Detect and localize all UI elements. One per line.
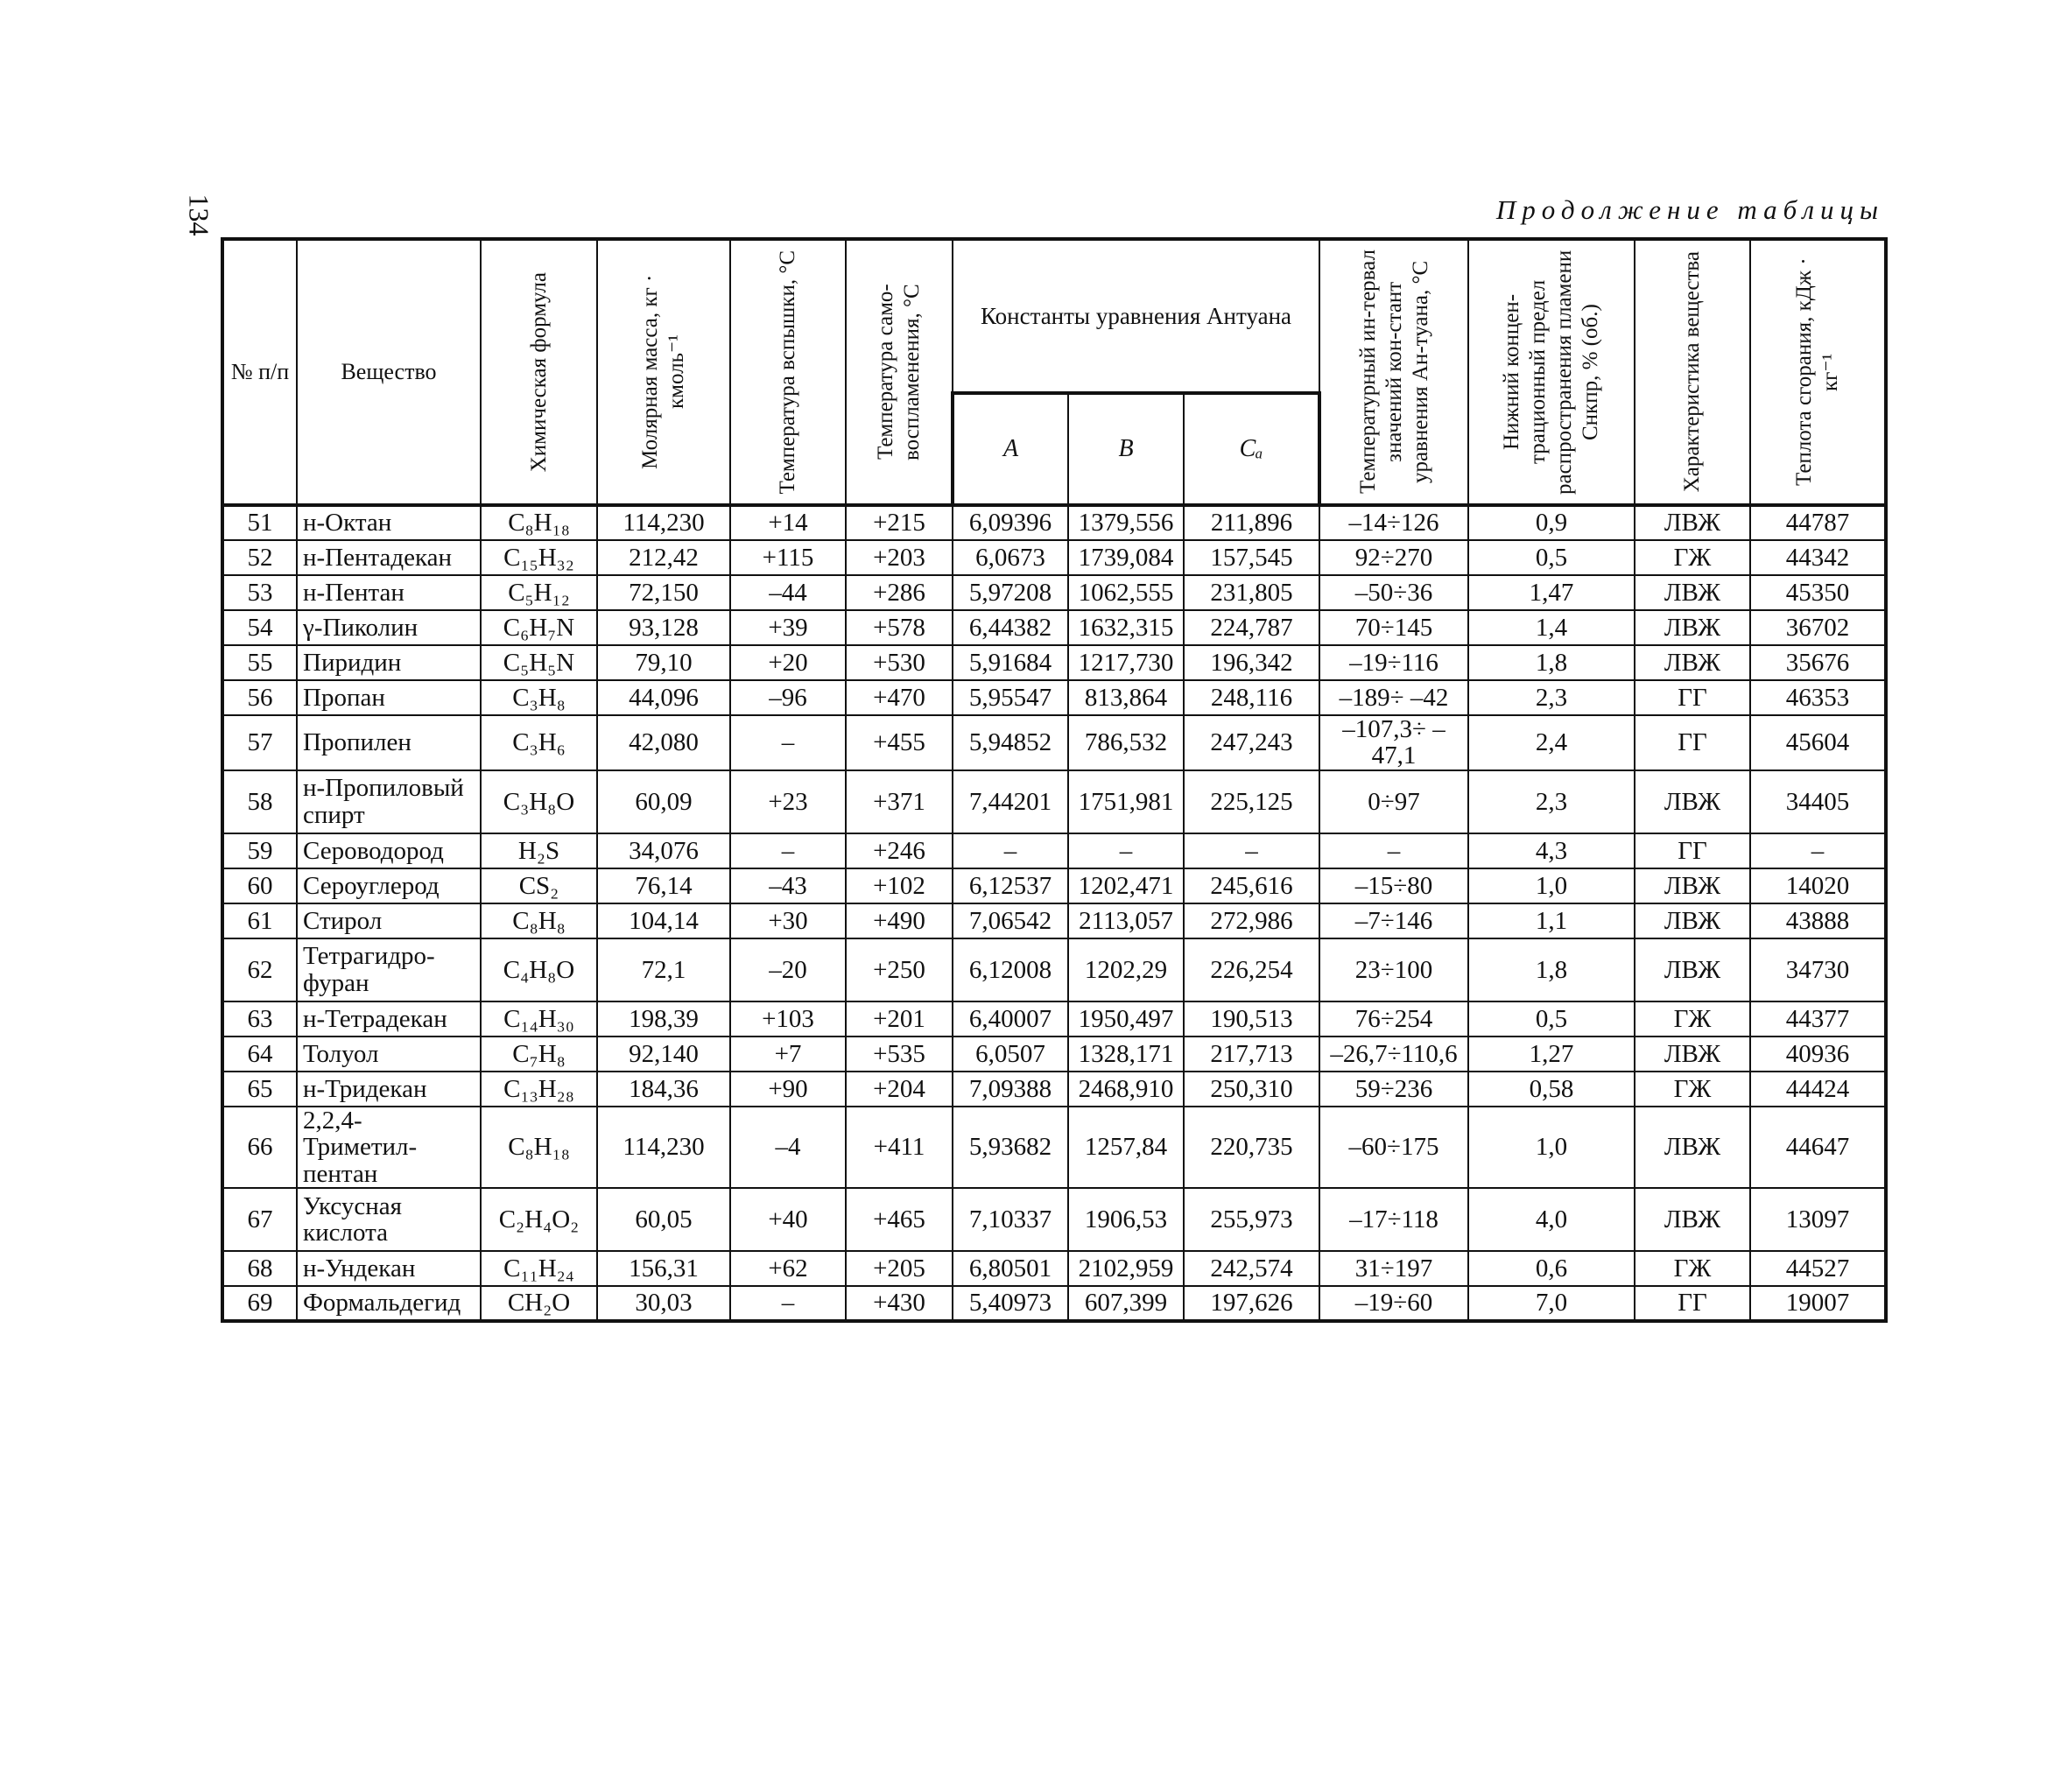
flash-temp: –43 bbox=[730, 868, 846, 903]
header-combustion-heat bbox=[1750, 239, 1886, 505]
antoine-c: 225,125 bbox=[1184, 770, 1319, 833]
combustion-heat: 13097 bbox=[1750, 1188, 1886, 1251]
chemical-formula: C₁₁H₂₄ bbox=[481, 1251, 597, 1286]
combustion-heat: 43888 bbox=[1750, 903, 1886, 938]
antoine-a: – bbox=[953, 833, 1068, 868]
flash-temp: – bbox=[730, 833, 846, 868]
table-row bbox=[222, 645, 1886, 680]
flash-temp: – bbox=[730, 715, 846, 770]
temp-interval: – bbox=[1319, 833, 1468, 868]
lower-limit: 0,9 bbox=[1468, 505, 1635, 540]
flash-temp: +14 bbox=[730, 505, 846, 540]
table-row bbox=[222, 903, 1886, 938]
antoine-a: 6,80501 bbox=[953, 1251, 1068, 1286]
antoine-c: 272,986 bbox=[1184, 903, 1319, 938]
molar-mass: 76,14 bbox=[597, 868, 730, 903]
lower-limit: 2,3 bbox=[1468, 770, 1635, 833]
row-number: 67 bbox=[222, 1188, 297, 1251]
antoine-b: 1739,084 bbox=[1068, 540, 1184, 575]
chemical-formula: C₄H₈O bbox=[481, 938, 597, 1001]
combustion-heat: 44647 bbox=[1750, 1107, 1886, 1188]
characteristic: ЛВЖ bbox=[1635, 575, 1750, 610]
header-flash-temp bbox=[730, 239, 846, 505]
page-number bbox=[184, 188, 214, 241]
antoine-c: 217,713 bbox=[1184, 1037, 1319, 1072]
combustion-heat: 34405 bbox=[1750, 770, 1886, 833]
table-row bbox=[222, 575, 1886, 610]
molar-mass: 44,096 bbox=[597, 680, 730, 715]
temp-interval: 31÷197 bbox=[1319, 1251, 1468, 1286]
substance-name: н-Тетрадекан bbox=[297, 1001, 481, 1037]
combustion-heat: 44377 bbox=[1750, 1001, 1886, 1037]
antoine-a: 7,06542 bbox=[953, 903, 1068, 938]
substance-name: Толуол bbox=[297, 1037, 481, 1072]
characteristic: ЛВЖ bbox=[1635, 1037, 1750, 1072]
substance-name: н-Октан bbox=[297, 505, 481, 540]
substance-name: Уксусная кислота bbox=[297, 1188, 481, 1251]
row-number: 65 bbox=[222, 1072, 297, 1107]
antoine-c: 248,116 bbox=[1184, 680, 1319, 715]
autoignition-temp: +530 bbox=[846, 645, 953, 680]
antoine-c: 224,787 bbox=[1184, 610, 1319, 645]
lower-limit: 1,27 bbox=[1468, 1037, 1635, 1072]
antoine-c: 245,616 bbox=[1184, 868, 1319, 903]
temp-interval: 76÷254 bbox=[1319, 1001, 1468, 1037]
molar-mass: 92,140 bbox=[597, 1037, 730, 1072]
substance-name: γ-Пиколин bbox=[297, 610, 481, 645]
row-number: 56 bbox=[222, 680, 297, 715]
autoignition-temp: +411 bbox=[846, 1107, 953, 1188]
header-flash-temp-text: Температура вспышки, °С bbox=[776, 249, 799, 495]
antoine-b: 786,532 bbox=[1068, 715, 1184, 770]
characteristic: ЛВЖ bbox=[1635, 770, 1750, 833]
flash-temp: +23 bbox=[730, 770, 846, 833]
chemical-formula: C₈H₁₈ bbox=[481, 505, 597, 540]
lower-limit: 7,0 bbox=[1468, 1286, 1635, 1321]
header-molar-mass-text: Молярная масса, кг · кмоль⁻¹ bbox=[638, 274, 688, 470]
lower-limit: 2,3 bbox=[1468, 680, 1635, 715]
antoine-c: 157,545 bbox=[1184, 540, 1319, 575]
chemical-formula: C₈H₁₈ bbox=[481, 1107, 597, 1188]
antoine-b: 2113,057 bbox=[1068, 903, 1184, 938]
molar-mass: 30,03 bbox=[597, 1286, 730, 1321]
header-substance: Вещество bbox=[297, 239, 481, 505]
antoine-c: 250,310 bbox=[1184, 1072, 1319, 1107]
characteristic: ЛВЖ bbox=[1635, 1107, 1750, 1188]
table-row bbox=[222, 1072, 1886, 1107]
substance-properties-table bbox=[221, 237, 1888, 1323]
header-lower-limit-text: Нижний концен-трационный предел распространения пламени Снкпр, % (об.) bbox=[1500, 249, 1602, 495]
autoignition-temp: +203 bbox=[846, 540, 953, 575]
table-row bbox=[222, 610, 1886, 645]
flash-temp: +20 bbox=[730, 645, 846, 680]
header-antoine-b: B bbox=[1068, 393, 1184, 505]
antoine-c: – bbox=[1184, 833, 1319, 868]
flash-temp: – bbox=[730, 1286, 846, 1321]
chemical-formula: CH₂O bbox=[481, 1286, 597, 1321]
molar-mass: 60,09 bbox=[597, 770, 730, 833]
row-number: 55 bbox=[222, 645, 297, 680]
characteristic: ГГ bbox=[1635, 1286, 1750, 1321]
table-caption: Продолжение таблицы bbox=[1495, 194, 1884, 225]
antoine-a: 6,09396 bbox=[953, 505, 1068, 540]
table-row bbox=[222, 1286, 1886, 1321]
antoine-b: 1217,730 bbox=[1068, 645, 1184, 680]
autoignition-temp: +205 bbox=[846, 1251, 953, 1286]
row-number: 69 bbox=[222, 1286, 297, 1321]
row-number: 58 bbox=[222, 770, 297, 833]
lower-limit: 1,8 bbox=[1468, 938, 1635, 1001]
antoine-a: 7,10337 bbox=[953, 1188, 1068, 1251]
flash-temp: +90 bbox=[730, 1072, 846, 1107]
autoignition-temp: +490 bbox=[846, 903, 953, 938]
table-row bbox=[222, 1037, 1886, 1072]
characteristic: ЛВЖ bbox=[1635, 645, 1750, 680]
chemical-formula: C₇H₈ bbox=[481, 1037, 597, 1072]
temp-interval: –60÷175 bbox=[1319, 1107, 1468, 1188]
substance-name: н-Тридекан bbox=[297, 1072, 481, 1107]
flash-temp: –96 bbox=[730, 680, 846, 715]
characteristic: ГЖ bbox=[1635, 1072, 1750, 1107]
antoine-c: 255,973 bbox=[1184, 1188, 1319, 1251]
temp-interval: 59÷236 bbox=[1319, 1072, 1468, 1107]
lower-limit: 1,47 bbox=[1468, 575, 1635, 610]
substance-name: Тетрагидро-фуран bbox=[297, 938, 481, 1001]
autoignition-temp: +201 bbox=[846, 1001, 953, 1037]
row-number: 62 bbox=[222, 938, 297, 1001]
lower-limit: 2,4 bbox=[1468, 715, 1635, 770]
antoine-c: 226,254 bbox=[1184, 938, 1319, 1001]
autoignition-temp: +455 bbox=[846, 715, 953, 770]
row-number: 52 bbox=[222, 540, 297, 575]
combustion-heat: 14020 bbox=[1750, 868, 1886, 903]
row-number: 54 bbox=[222, 610, 297, 645]
table-row bbox=[222, 505, 1886, 540]
temp-interval: –50÷36 bbox=[1319, 575, 1468, 610]
combustion-heat: 19007 bbox=[1750, 1286, 1886, 1321]
molar-mass: 198,39 bbox=[597, 1001, 730, 1037]
molar-mass: 104,14 bbox=[597, 903, 730, 938]
antoine-a: 5,91684 bbox=[953, 645, 1068, 680]
molar-mass: 156,31 bbox=[597, 1251, 730, 1286]
antoine-a: 5,95547 bbox=[953, 680, 1068, 715]
antoine-a: 6,0673 bbox=[953, 540, 1068, 575]
lower-limit: 1,4 bbox=[1468, 610, 1635, 645]
antoine-b: 2468,910 bbox=[1068, 1072, 1184, 1107]
temp-interval: 23÷100 bbox=[1319, 938, 1468, 1001]
temp-interval: –14÷126 bbox=[1319, 505, 1468, 540]
combustion-heat: 44424 bbox=[1750, 1072, 1886, 1107]
chemical-formula: C₈H₈ bbox=[481, 903, 597, 938]
antoine-b: 1379,556 bbox=[1068, 505, 1184, 540]
chemical-formula: C₆H₇N bbox=[481, 610, 597, 645]
row-number: 61 bbox=[222, 903, 297, 938]
flash-temp: +40 bbox=[730, 1188, 846, 1251]
table-row bbox=[222, 1001, 1886, 1037]
combustion-heat: 45604 bbox=[1750, 715, 1886, 770]
autoignition-temp: +470 bbox=[846, 680, 953, 715]
table-row bbox=[222, 938, 1886, 1001]
table-row bbox=[222, 1107, 1886, 1188]
temp-interval: –26,7÷110,6 bbox=[1319, 1037, 1468, 1072]
substance-name: н-Ундекан bbox=[297, 1251, 481, 1286]
combustion-heat: 36702 bbox=[1750, 610, 1886, 645]
substance-name: н-Пентан bbox=[297, 575, 481, 610]
substance-name: Пропан bbox=[297, 680, 481, 715]
characteristic: ГГ bbox=[1635, 715, 1750, 770]
lower-limit: 4,0 bbox=[1468, 1188, 1635, 1251]
flash-temp: +7 bbox=[730, 1037, 846, 1072]
lower-limit: 0,58 bbox=[1468, 1072, 1635, 1107]
header-characteristic bbox=[1635, 239, 1750, 505]
temp-interval: 0÷97 bbox=[1319, 770, 1468, 833]
chemical-formula: C₃H₈ bbox=[481, 680, 597, 715]
autoignition-temp: +430 bbox=[846, 1286, 953, 1321]
molar-mass: 72,150 bbox=[597, 575, 730, 610]
autoignition-temp: +246 bbox=[846, 833, 953, 868]
autoignition-temp: +204 bbox=[846, 1072, 953, 1107]
substance-name: Сероводород bbox=[297, 833, 481, 868]
row-number: 57 bbox=[222, 715, 297, 770]
substance-name: н-Пропиловый спирт bbox=[297, 770, 481, 833]
temp-interval: 70÷145 bbox=[1319, 610, 1468, 645]
row-number: 53 bbox=[222, 575, 297, 610]
table-row bbox=[222, 770, 1886, 833]
flash-temp: +115 bbox=[730, 540, 846, 575]
molar-mass: 72,1 bbox=[597, 938, 730, 1001]
flash-temp: +30 bbox=[730, 903, 846, 938]
temp-interval: –17÷118 bbox=[1319, 1188, 1468, 1251]
header-antoine-a: A bbox=[953, 393, 1068, 505]
antoine-a: 6,40007 bbox=[953, 1001, 1068, 1037]
temp-interval: –15÷80 bbox=[1319, 868, 1468, 903]
autoignition-temp: +102 bbox=[846, 868, 953, 903]
header-molar-mass bbox=[597, 239, 730, 505]
row-number: 66 bbox=[222, 1107, 297, 1188]
temp-interval: –7÷146 bbox=[1319, 903, 1468, 938]
temp-interval: –19÷116 bbox=[1319, 645, 1468, 680]
chemical-formula: C₂H₄O₂ bbox=[481, 1188, 597, 1251]
lower-limit: 1,8 bbox=[1468, 645, 1635, 680]
temp-interval: –19÷60 bbox=[1319, 1286, 1468, 1321]
chemical-formula: C₅H₁₂ bbox=[481, 575, 597, 610]
antoine-c: 196,342 bbox=[1184, 645, 1319, 680]
substance-name: Пропилен bbox=[297, 715, 481, 770]
antoine-b: 1632,315 bbox=[1068, 610, 1184, 645]
lower-limit: 0,5 bbox=[1468, 1001, 1635, 1037]
autoignition-temp: +215 bbox=[846, 505, 953, 540]
antoine-b: 1257,84 bbox=[1068, 1107, 1184, 1188]
header-formula bbox=[481, 239, 597, 505]
autoignition-temp: +371 bbox=[846, 770, 953, 833]
molar-mass: 93,128 bbox=[597, 610, 730, 645]
antoine-a: 5,40973 bbox=[953, 1286, 1068, 1321]
lower-limit: 1,0 bbox=[1468, 868, 1635, 903]
combustion-heat: 40936 bbox=[1750, 1037, 1886, 1072]
autoignition-temp: +535 bbox=[846, 1037, 953, 1072]
chemical-formula: C₃H₈O bbox=[481, 770, 597, 833]
substance-name: Формальдегид bbox=[297, 1286, 481, 1321]
antoine-a: 5,93682 bbox=[953, 1107, 1068, 1188]
antoine-a: 5,94852 bbox=[953, 715, 1068, 770]
header-num: № п/п bbox=[222, 239, 297, 505]
antoine-b: 2102,959 bbox=[1068, 1251, 1184, 1286]
table-row bbox=[222, 833, 1886, 868]
characteristic: ГЖ bbox=[1635, 1251, 1750, 1286]
antoine-a: 7,09388 bbox=[953, 1072, 1068, 1107]
characteristic: ЛВЖ bbox=[1635, 903, 1750, 938]
chemical-formula: C₁₅H₃₂ bbox=[481, 540, 597, 575]
antoine-a: 6,0507 bbox=[953, 1037, 1068, 1072]
molar-mass: 42,080 bbox=[597, 715, 730, 770]
lower-limit: 0,6 bbox=[1468, 1251, 1635, 1286]
antoine-b: 1202,29 bbox=[1068, 938, 1184, 1001]
molar-mass: 79,10 bbox=[597, 645, 730, 680]
lower-limit: 1,1 bbox=[1468, 903, 1635, 938]
substance-name: Пиридин bbox=[297, 645, 481, 680]
combustion-heat: 35676 bbox=[1750, 645, 1886, 680]
antoine-a: 6,12008 bbox=[953, 938, 1068, 1001]
row-number: 60 bbox=[222, 868, 297, 903]
flash-temp: –20 bbox=[730, 938, 846, 1001]
antoine-a: 7,44201 bbox=[953, 770, 1068, 833]
temp-interval: 92÷270 bbox=[1319, 540, 1468, 575]
molar-mass: 60,05 bbox=[597, 1188, 730, 1251]
substance-name: н-Пентадекан bbox=[297, 540, 481, 575]
table-row bbox=[222, 680, 1886, 715]
temp-interval: –189÷ –42 bbox=[1319, 680, 1468, 715]
antoine-c: 231,805 bbox=[1184, 575, 1319, 610]
characteristic: ЛВЖ bbox=[1635, 505, 1750, 540]
molar-mass: 114,230 bbox=[597, 505, 730, 540]
antoine-c: 197,626 bbox=[1184, 1286, 1319, 1321]
header-characteristic-text: Характеристика вещества bbox=[1680, 251, 1704, 493]
temp-interval: –107,3÷ –47,1 bbox=[1319, 715, 1468, 770]
table-body bbox=[222, 505, 1886, 1321]
antoine-c: 211,896 bbox=[1184, 505, 1319, 540]
molar-mass: 212,42 bbox=[597, 540, 730, 575]
table-row bbox=[222, 715, 1886, 770]
substance-name: Стирол bbox=[297, 903, 481, 938]
antoine-b: 607,399 bbox=[1068, 1286, 1184, 1321]
chemical-formula: H₂S bbox=[481, 833, 597, 868]
table-row bbox=[222, 868, 1886, 903]
row-number: 68 bbox=[222, 1251, 297, 1286]
antoine-b: 1062,555 bbox=[1068, 575, 1184, 610]
antoine-a: 6,44382 bbox=[953, 610, 1068, 645]
lower-limit: 0,5 bbox=[1468, 540, 1635, 575]
lower-limit: 1,0 bbox=[1468, 1107, 1635, 1188]
antoine-b: 1202,471 bbox=[1068, 868, 1184, 903]
table-row bbox=[222, 1188, 1886, 1251]
chemical-formula: C₃H₆ bbox=[481, 715, 597, 770]
characteristic: ГГ bbox=[1635, 833, 1750, 868]
header-lower-limit bbox=[1468, 239, 1635, 505]
antoine-b: 1950,497 bbox=[1068, 1001, 1184, 1037]
antoine-b: 1328,171 bbox=[1068, 1037, 1184, 1072]
characteristic: ГЖ bbox=[1635, 540, 1750, 575]
row-number: 63 bbox=[222, 1001, 297, 1037]
header-autoignition-temp bbox=[846, 239, 953, 505]
chemical-formula: CS₂ bbox=[481, 868, 597, 903]
autoignition-temp: +465 bbox=[846, 1188, 953, 1251]
characteristic: ЛВЖ bbox=[1635, 1188, 1750, 1251]
header-temp-interval bbox=[1319, 239, 1468, 505]
flash-temp: +62 bbox=[730, 1251, 846, 1286]
header-antoine-group: Константы уравнения Антуана bbox=[953, 239, 1319, 393]
antoine-c: 190,513 bbox=[1184, 1001, 1319, 1037]
substance-name: Сероуглерод bbox=[297, 868, 481, 903]
flash-temp: +103 bbox=[730, 1001, 846, 1037]
antoine-b: – bbox=[1068, 833, 1184, 868]
header-combustion-heat-text: Теплота сгорания, кДж · кг⁻¹ bbox=[1792, 257, 1842, 487]
flash-temp: +39 bbox=[730, 610, 846, 645]
autoignition-temp: +250 bbox=[846, 938, 953, 1001]
combustion-heat: 44787 bbox=[1750, 505, 1886, 540]
row-number: 59 bbox=[222, 833, 297, 868]
autoignition-temp: +578 bbox=[846, 610, 953, 645]
combustion-heat: 46353 bbox=[1750, 680, 1886, 715]
header-autoignition-temp-text: Температура само-воспламенения, °С bbox=[873, 284, 924, 460]
header-antoine-c: Cₐ bbox=[1184, 393, 1319, 505]
lower-limit: 4,3 bbox=[1468, 833, 1635, 868]
molar-mass: 184,36 bbox=[597, 1072, 730, 1107]
flash-temp: –4 bbox=[730, 1107, 846, 1188]
characteristic: ЛВЖ bbox=[1635, 938, 1750, 1001]
flash-temp: –44 bbox=[730, 575, 846, 610]
characteristic: ЛВЖ bbox=[1635, 610, 1750, 645]
characteristic: ЛВЖ bbox=[1635, 868, 1750, 903]
combustion-heat: 44342 bbox=[1750, 540, 1886, 575]
combustion-heat: – bbox=[1750, 833, 1886, 868]
antoine-c: 220,735 bbox=[1184, 1107, 1319, 1188]
molar-mass: 34,076 bbox=[597, 833, 730, 868]
row-number: 51 bbox=[222, 505, 297, 540]
header-temp-interval-text: Температурный ин-тервал значений кон-стант уравнения Ан-туана, °С bbox=[1355, 249, 1432, 495]
table-row bbox=[222, 540, 1886, 575]
header-formula-text: Химическая формула bbox=[526, 271, 551, 473]
antoine-c: 247,243 bbox=[1184, 715, 1319, 770]
combustion-heat: 45350 bbox=[1750, 575, 1886, 610]
row-number: 64 bbox=[222, 1037, 297, 1072]
chemical-formula: C₁₃H₂₈ bbox=[481, 1072, 597, 1107]
antoine-a: 6,12537 bbox=[953, 868, 1068, 903]
combustion-heat: 44527 bbox=[1750, 1251, 1886, 1286]
chemical-formula: C₅H₅N bbox=[481, 645, 597, 680]
chemical-formula: C₁₄H₃₀ bbox=[481, 1001, 597, 1037]
combustion-heat: 34730 bbox=[1750, 938, 1886, 1001]
autoignition-temp: +286 bbox=[846, 575, 953, 610]
characteristic: ГЖ bbox=[1635, 1001, 1750, 1037]
table-row bbox=[222, 1251, 1886, 1286]
antoine-b: 1751,981 bbox=[1068, 770, 1184, 833]
page-number-text: 134 bbox=[183, 193, 215, 235]
antoine-c: 242,574 bbox=[1184, 1251, 1319, 1286]
antoine-b: 1906,53 bbox=[1068, 1188, 1184, 1251]
molar-mass: 114,230 bbox=[597, 1107, 730, 1188]
substance-name: 2,2,4-Триметил-пентан bbox=[297, 1107, 481, 1188]
antoine-a: 5,97208 bbox=[953, 575, 1068, 610]
antoine-b: 813,864 bbox=[1068, 680, 1184, 715]
characteristic: ГГ bbox=[1635, 680, 1750, 715]
